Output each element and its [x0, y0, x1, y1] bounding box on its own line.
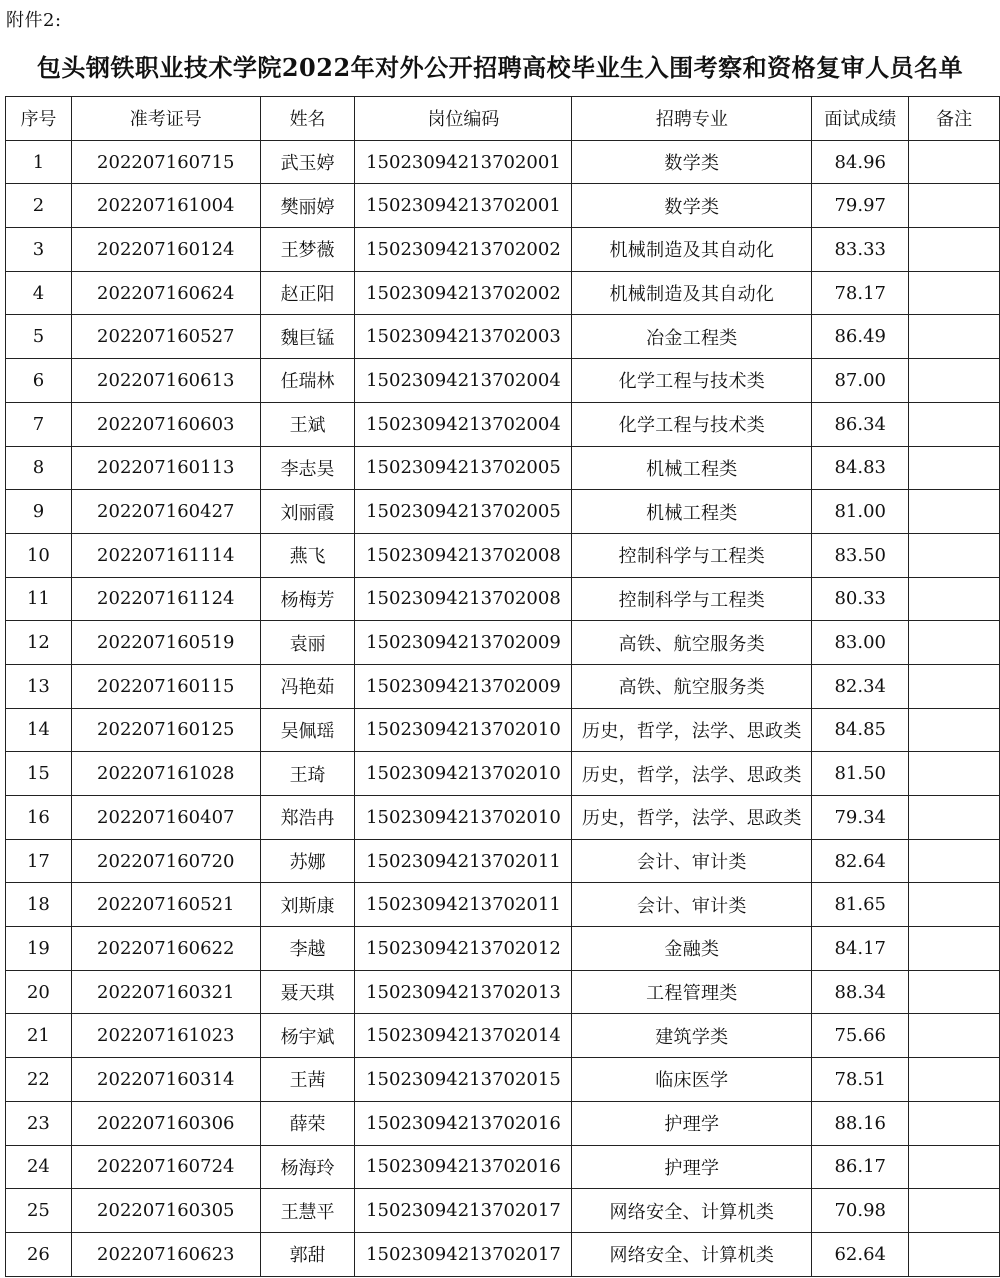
- cell-note: [909, 752, 1000, 796]
- cell-score: 86.17: [812, 1145, 909, 1189]
- cell-post-code: 15023094213702015: [355, 1058, 572, 1102]
- cell-number: 9: [6, 490, 72, 534]
- table-row: [6, 359, 1000, 403]
- cell-number: 12: [6, 621, 72, 665]
- cell-name: 杨海玲: [260, 1145, 355, 1189]
- cell-name: 赵正阳: [260, 271, 355, 315]
- cell-note: [909, 1058, 1000, 1102]
- cell-note: [909, 402, 1000, 446]
- cell-post-code: 15023094213702013: [355, 970, 572, 1014]
- cell-ticket-number: 202207160113: [71, 446, 260, 490]
- cell-major: 机械工程类: [572, 490, 812, 534]
- cell-major: 数学类: [572, 140, 812, 184]
- cell-major: 工程管理类: [572, 970, 812, 1014]
- cell-major: 护理学: [572, 1101, 812, 1145]
- cell-major: 历史，哲学，法学、思政类: [572, 796, 812, 840]
- cell-major: 护理学: [572, 1145, 812, 1189]
- table-row: [6, 927, 1000, 971]
- cell-number: 1: [6, 140, 72, 184]
- cell-number: 2: [6, 184, 72, 228]
- cell-name: 杨梅芳: [260, 577, 355, 621]
- cell-post-code: 15023094213702008: [355, 533, 572, 577]
- table-row: [6, 796, 1000, 840]
- table-row: [6, 621, 1000, 665]
- cell-ticket-number: 202207160519: [71, 621, 260, 665]
- cell-post-code: 15023094213702002: [355, 271, 572, 315]
- cell-post-code: 15023094213702011: [355, 839, 572, 883]
- cell-name: 李越: [260, 927, 355, 971]
- table-row: [6, 1014, 1000, 1058]
- cell-post-code: 15023094213702012: [355, 927, 572, 971]
- cell-score: 79.34: [812, 796, 909, 840]
- cell-ticket-number: 202207160715: [71, 140, 260, 184]
- cell-note: [909, 184, 1000, 228]
- cell-major: 高铁、航空服务类: [572, 664, 812, 708]
- cell-ticket-number: 202207160305: [71, 1189, 260, 1233]
- cell-post-code: 15023094213702011: [355, 883, 572, 927]
- table-row: [6, 1145, 1000, 1189]
- cell-note: [909, 1232, 1000, 1276]
- cell-score: 83.00: [812, 621, 909, 665]
- cell-post-code: 15023094213702010: [355, 752, 572, 796]
- cell-number: 18: [6, 883, 72, 927]
- cell-score: 62.64: [812, 1232, 909, 1276]
- document-title: 包头钢铁职业技术学院2022年对外公开招聘高校毕业生入围考察和资格复审人员名单: [36, 53, 964, 82]
- table-row: [6, 271, 1000, 315]
- cell-ticket-number: 202207161004: [71, 184, 260, 228]
- cell-name: 樊丽婷: [260, 184, 355, 228]
- col-header-number: 序号: [6, 97, 72, 141]
- cell-ticket-number: 202207160622: [71, 927, 260, 971]
- cell-number: 5: [6, 315, 72, 359]
- cell-score: 88.16: [812, 1101, 909, 1145]
- cell-ticket-number: 202207161124: [71, 577, 260, 621]
- cell-major: 控制科学与工程类: [572, 577, 812, 621]
- cell-name: 郭甜: [260, 1232, 355, 1276]
- cell-name: 王茜: [260, 1058, 355, 1102]
- table-row: [6, 140, 1000, 184]
- cell-ticket-number: 202207160720: [71, 839, 260, 883]
- cell-name: 王梦薇: [260, 228, 355, 272]
- cell-number: 24: [6, 1145, 72, 1189]
- cell-major: 网络安全、计算机类: [572, 1232, 812, 1276]
- cell-note: [909, 140, 1000, 184]
- cell-post-code: 15023094213702002: [355, 228, 572, 272]
- cell-name: 王慧平: [260, 1189, 355, 1233]
- cell-major: 化学工程与技术类: [572, 359, 812, 403]
- cell-score: 75.66: [812, 1014, 909, 1058]
- cell-note: [909, 708, 1000, 752]
- cell-post-code: 15023094213702017: [355, 1232, 572, 1276]
- cell-major: 金融类: [572, 927, 812, 971]
- cell-ticket-number: 202207161114: [71, 533, 260, 577]
- table-row: [6, 490, 1000, 534]
- cell-post-code: 15023094213702001: [355, 140, 572, 184]
- cell-score: 81.00: [812, 490, 909, 534]
- cell-name: 刘丽霞: [260, 490, 355, 534]
- cell-score: 84.83: [812, 446, 909, 490]
- col-header-ticket: 准考证号: [71, 97, 260, 141]
- cell-post-code: 15023094213702009: [355, 664, 572, 708]
- cell-score: 79.97: [812, 184, 909, 228]
- cell-name: 王琦: [260, 752, 355, 796]
- cell-score: 84.85: [812, 708, 909, 752]
- cell-post-code: 15023094213702004: [355, 402, 572, 446]
- cell-post-code: 15023094213702005: [355, 490, 572, 534]
- table-row: [6, 1189, 1000, 1233]
- cell-note: [909, 839, 1000, 883]
- table-row: [6, 708, 1000, 752]
- cell-note: [909, 621, 1000, 665]
- cell-name: 袁丽: [260, 621, 355, 665]
- cell-major: 会计、审计类: [572, 883, 812, 927]
- table-row: [6, 664, 1000, 708]
- header-row: [6, 97, 1000, 141]
- table-row: [6, 184, 1000, 228]
- cell-score: 82.64: [812, 839, 909, 883]
- cell-name: 郑浩冉: [260, 796, 355, 840]
- cell-major: 临床医学: [572, 1058, 812, 1102]
- cell-major: 机械制造及其自动化: [572, 228, 812, 272]
- cell-score: 84.96: [812, 140, 909, 184]
- cell-name: 薛荣: [260, 1101, 355, 1145]
- cell-ticket-number: 202207160124: [71, 228, 260, 272]
- cell-name: 武玉婷: [260, 140, 355, 184]
- cell-note: [909, 533, 1000, 577]
- cell-post-code: 15023094213702003: [355, 315, 572, 359]
- cell-score: 86.34: [812, 402, 909, 446]
- cell-score: 83.50: [812, 533, 909, 577]
- cell-post-code: 15023094213702001: [355, 184, 572, 228]
- cell-ticket-number: 202207160613: [71, 359, 260, 403]
- cell-name: 刘斯康: [260, 883, 355, 927]
- cell-note: [909, 359, 1000, 403]
- cell-name: 任瑞林: [260, 359, 355, 403]
- cell-note: [909, 796, 1000, 840]
- cell-number: 22: [6, 1058, 72, 1102]
- cell-note: [909, 927, 1000, 971]
- cell-number: 7: [6, 402, 72, 446]
- cell-name: 吴佩瑶: [260, 708, 355, 752]
- cell-note: [909, 271, 1000, 315]
- cell-score: 88.34: [812, 970, 909, 1014]
- cell-major: 会计、审计类: [572, 839, 812, 883]
- cell-post-code: 15023094213702017: [355, 1189, 572, 1233]
- cell-ticket-number: 202207160321: [71, 970, 260, 1014]
- cell-score: 81.65: [812, 883, 909, 927]
- cell-name: 王斌: [260, 402, 355, 446]
- cell-note: [909, 883, 1000, 927]
- cell-post-code: 15023094213702008: [355, 577, 572, 621]
- cell-post-code: 15023094213702016: [355, 1101, 572, 1145]
- col-header-post-code: 岗位编码: [355, 97, 572, 141]
- cell-ticket-number: 202207160724: [71, 1145, 260, 1189]
- cell-number: 20: [6, 970, 72, 1014]
- table-row: [6, 883, 1000, 927]
- cell-ticket-number: 202207160427: [71, 490, 260, 534]
- cell-note: [909, 1145, 1000, 1189]
- cell-score: 78.51: [812, 1058, 909, 1102]
- table-row: [6, 1101, 1000, 1145]
- cell-note: [909, 664, 1000, 708]
- cell-number: 3: [6, 228, 72, 272]
- col-header-score: 面试成绩: [812, 97, 909, 141]
- cell-number: 21: [6, 1014, 72, 1058]
- cell-score: 81.50: [812, 752, 909, 796]
- cell-number: 13: [6, 664, 72, 708]
- table-row: [6, 315, 1000, 359]
- cell-score: 86.49: [812, 315, 909, 359]
- table-row: [6, 577, 1000, 621]
- cell-ticket-number: 202207160314: [71, 1058, 260, 1102]
- cell-number: 23: [6, 1101, 72, 1145]
- cell-number: 4: [6, 271, 72, 315]
- cell-major: 高铁、航空服务类: [572, 621, 812, 665]
- cell-number: 14: [6, 708, 72, 752]
- col-header-name: 姓名: [260, 97, 355, 141]
- cell-note: [909, 228, 1000, 272]
- table-row: [6, 1232, 1000, 1276]
- cell-major: 数学类: [572, 184, 812, 228]
- cell-post-code: 15023094213702004: [355, 359, 572, 403]
- cell-name: 魏巨锰: [260, 315, 355, 359]
- cell-post-code: 15023094213702010: [355, 796, 572, 840]
- cell-score: 80.33: [812, 577, 909, 621]
- cell-score: 78.17: [812, 271, 909, 315]
- cell-number: 15: [6, 752, 72, 796]
- cell-major: 化学工程与技术类: [572, 402, 812, 446]
- cell-number: 17: [6, 839, 72, 883]
- cell-score: 83.33: [812, 228, 909, 272]
- cell-score: 82.34: [812, 664, 909, 708]
- cell-note: [909, 1189, 1000, 1233]
- cell-ticket-number: 202207160527: [71, 315, 260, 359]
- cell-number: 8: [6, 446, 72, 490]
- cell-score: 70.98: [812, 1189, 909, 1233]
- cell-ticket-number: 202207160624: [71, 271, 260, 315]
- cell-note: [909, 446, 1000, 490]
- cell-name: 冯艳茹: [260, 664, 355, 708]
- cell-major: 控制科学与工程类: [572, 533, 812, 577]
- cell-post-code: 15023094213702014: [355, 1014, 572, 1058]
- cell-name: 杨宇斌: [260, 1014, 355, 1058]
- cell-number: 19: [6, 927, 72, 971]
- cell-name: 李志昊: [260, 446, 355, 490]
- cell-major: 网络安全、计算机类: [572, 1189, 812, 1233]
- cell-name: 燕飞: [260, 533, 355, 577]
- cell-post-code: 15023094213702016: [355, 1145, 572, 1189]
- cell-ticket-number: 202207160125: [71, 708, 260, 752]
- cell-number: 25: [6, 1189, 72, 1233]
- cell-name: 聂天琪: [260, 970, 355, 1014]
- cell-note: [909, 577, 1000, 621]
- cell-ticket-number: 202207160603: [71, 402, 260, 446]
- cell-ticket-number: 202207160306: [71, 1101, 260, 1145]
- cell-major: 冶金工程类: [572, 315, 812, 359]
- cell-post-code: 15023094213702005: [355, 446, 572, 490]
- cell-major: 历史，哲学，法学、思政类: [572, 708, 812, 752]
- cell-post-code: 15023094213702009: [355, 621, 572, 665]
- cell-number: 26: [6, 1232, 72, 1276]
- cell-major: 机械制造及其自动化: [572, 271, 812, 315]
- cell-number: 6: [6, 359, 72, 403]
- cell-number: 10: [6, 533, 72, 577]
- col-header-major: 招聘专业: [572, 97, 812, 141]
- table-row: [6, 1058, 1000, 1102]
- cell-note: [909, 315, 1000, 359]
- cell-ticket-number: 202207161028: [71, 752, 260, 796]
- cell-ticket-number: 202207160623: [71, 1232, 260, 1276]
- table-row: [6, 402, 1000, 446]
- table-row: [6, 839, 1000, 883]
- cell-number: 16: [6, 796, 72, 840]
- table-row: [6, 446, 1000, 490]
- cell-ticket-number: 202207160115: [71, 664, 260, 708]
- cell-ticket-number: 202207160407: [71, 796, 260, 840]
- candidate-table: [5, 96, 1000, 1277]
- cell-score: 84.17: [812, 927, 909, 971]
- cell-ticket-number: 202207160521: [71, 883, 260, 927]
- cell-major: 机械工程类: [572, 446, 812, 490]
- col-header-note: 备注: [909, 97, 1000, 141]
- table-row: [6, 970, 1000, 1014]
- cell-score: 87.00: [812, 359, 909, 403]
- cell-number: 11: [6, 577, 72, 621]
- cell-ticket-number: 202207161023: [71, 1014, 260, 1058]
- attachment-label: 附件2:: [6, 10, 62, 31]
- cell-name: 苏娜: [260, 839, 355, 883]
- cell-major: 建筑学类: [572, 1014, 812, 1058]
- cell-post-code: 15023094213702010: [355, 708, 572, 752]
- cell-major: 历史，哲学，法学、思政类: [572, 752, 812, 796]
- cell-note: [909, 1101, 1000, 1145]
- table-row: [6, 752, 1000, 796]
- table-row: [6, 533, 1000, 577]
- cell-note: [909, 490, 1000, 534]
- cell-note: [909, 1014, 1000, 1058]
- cell-note: [909, 970, 1000, 1014]
- table-row: [6, 228, 1000, 272]
